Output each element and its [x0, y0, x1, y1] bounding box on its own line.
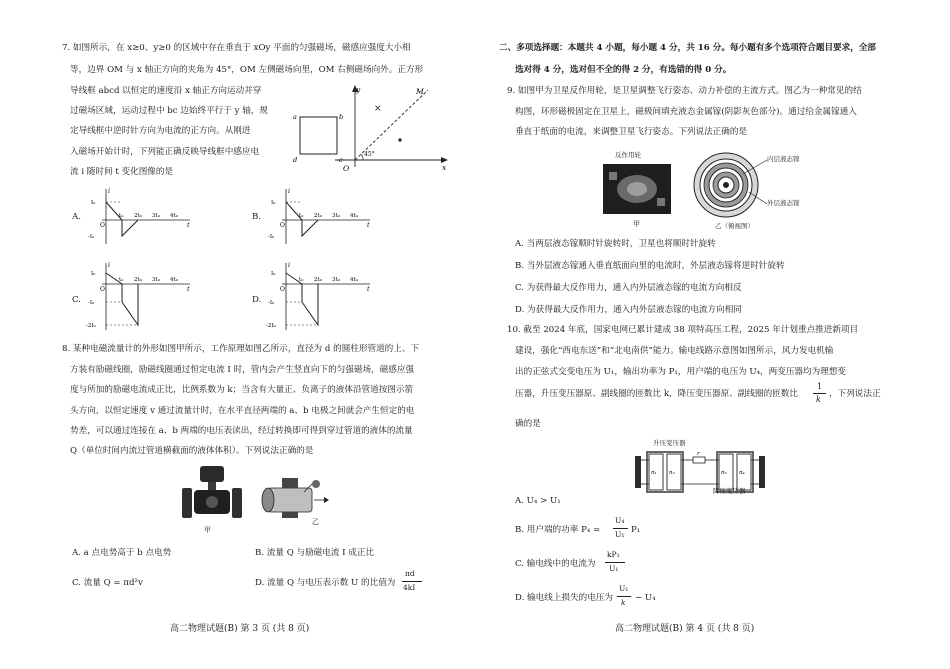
graph-B-O: O [280, 222, 285, 229]
graph-C-t4: 4t₀ [170, 277, 178, 283]
graph-C-I0: I₀ [91, 271, 96, 277]
q10-optD-tail: − U₄ [635, 593, 656, 603]
q10-option-D: D. 输电线上损失的电压为 [515, 593, 613, 603]
q8-line-1: 8. 某种电磁流量计的外形如图甲所示，工作原理如图乙所示，直径为 d 的圆柱形管道的上、下 [62, 344, 420, 354]
graph-C-t: t [187, 285, 190, 293]
q9-option-D: D. 为获得最大反作用力，通入内外层液态镓的电流方向相同 [515, 305, 742, 315]
graph-D-t4: 4t₀ [350, 277, 358, 283]
q9-outer-gallium-label: 外层液态镓 [767, 199, 800, 207]
q7-line-4: 过磁场区域，运动过程中 bc 边始终平行于 y 轴，规 [70, 106, 268, 116]
graph-D-t: t [367, 285, 370, 293]
q7-line-5: 定导线框中逆时针方向为电流的正方向。从刚进 [70, 126, 251, 136]
q8-line-3: 度与所加的励磁电流成正比，比例系数为 k；当含有大量正、负离子的液体沿管道按图示箭 [70, 385, 414, 395]
q8-optD-denominator: 4kI [403, 583, 416, 592]
q7-angle: 45° [364, 151, 375, 158]
graph-D-I0: I₀ [271, 271, 276, 277]
q10-frac-bar [813, 393, 826, 394]
q7-corner-a: a [293, 113, 297, 121]
q7-label-M: M [416, 87, 424, 96]
q10-frac-numerator: 1 [817, 382, 823, 391]
q9-reaction-wheel-label: 反作用轮 [615, 151, 641, 159]
q10-optD-denominator: k [621, 598, 626, 607]
q7-corner-b: b [339, 113, 344, 121]
q10-option-B: B. 用户端的功率 P₄ = [515, 525, 601, 535]
q10-line-4-tail: ，下列说法正 [829, 389, 881, 399]
graph-C-t2: 2t₀ [134, 277, 142, 283]
q10-optD-numerator: U₁ [619, 584, 629, 593]
q10-n4: n₄ [739, 470, 745, 476]
q10-optB-denominator: U₁ [615, 530, 625, 539]
q10-line-3: 出的正弦式交变电压为 U₁，输出功率为 P₁，用户端的电压为 U₄，两变压器均为理想变 [515, 367, 846, 377]
graph-B-t2: 2t₀ [314, 213, 322, 219]
q9-leader-lines [737, 158, 769, 208]
q10-transmission-diagram [631, 446, 771, 496]
graph-B-i: i [288, 187, 291, 195]
graph-A-i: i [108, 187, 111, 195]
q7-option-A-label: A. [72, 212, 81, 222]
q10-optB-tail: P₁ [631, 525, 641, 535]
graph-B-t3: 3t₀ [332, 213, 340, 219]
q8-optD-numerator: πd [405, 569, 415, 578]
q10-line-2: 建设，强化“西电东送”和“北电南供”能力。输电线路示意图如图所示，风力发电机输 [515, 346, 834, 356]
q7-option-D-label: D. [252, 295, 262, 305]
q9-line-3: 垂直于纸面的电流，来调整卫星飞行姿态。下列说法正确的是 [515, 127, 748, 137]
q9-fig-label-jia: 甲 [633, 220, 640, 228]
q10-r: r [697, 451, 700, 457]
q8-option-C: C. 流量 Q = πd²v [72, 578, 143, 588]
graph-A-negI0: -I₀ [88, 234, 95, 240]
q10-frac-denominator: k [816, 395, 821, 404]
graph-D-negI0: -I₀ [268, 300, 275, 306]
q8-fig-label-jia: 甲 [204, 526, 211, 534]
graph-A-O: O [100, 222, 105, 229]
q8-line-2: 方装有励磁线圈，励磁线圈通过恒定电流 I 时，管内会产生竖直向下的匀强磁场，磁感应强 [70, 365, 415, 375]
q7-corner-c: c [339, 156, 343, 164]
q8-line-4: 头方向，以恒定速度 v 通过流量计时，在水平直径两端的 a、b 电极之间就会产生恒定的电 [70, 406, 415, 416]
q9-inner-gallium-label: 内层液态镓 [767, 155, 800, 163]
section-heading-line-1: 二、多项选择题：本题共 4 小题，每小题 4 分，共 16 分。每小题有多个选项符合题目要求，全部 [499, 43, 877, 53]
q10-line-5: 确的是 [515, 419, 541, 429]
graph-C-t0: t₀ [119, 277, 124, 283]
q8-option-D: D. 流量 Q 与电压表示数 U 的比值为 [255, 578, 396, 588]
q7-graph-C [86, 260, 196, 332]
q7-graph-D [266, 260, 376, 332]
q10-n2: n₂ [669, 470, 675, 476]
right-page [475, 0, 950, 669]
q7-option-B-label: B. [252, 212, 262, 222]
graph-D-O: O [280, 286, 285, 293]
graph-D-t3: 3t₀ [332, 277, 340, 283]
q10-optC-bar [605, 562, 625, 563]
q7-option-C-label: C. [72, 295, 82, 305]
q7-corner-d: d [293, 156, 298, 164]
q10-option-A: A. U₄ > U₁ [515, 496, 561, 506]
graph-B-t4: 4t₀ [350, 213, 358, 219]
q10-option-C: C. 输电线中的电流为 [515, 559, 596, 569]
graph-D-i: i [288, 261, 291, 269]
q8-flowmeter-photo-jia [178, 462, 248, 524]
q8-optD-fraction-bar [402, 581, 422, 582]
section-heading-line-2: 选对得 4 分，选对但不全的得 2 分，有选错的得 0 分。 [515, 65, 732, 75]
graph-D-t2: 2t₀ [314, 277, 322, 283]
q8-fig-label-yi: 乙 [312, 518, 319, 526]
q9-fig-label-yi: 乙（俯视图） [715, 222, 754, 230]
q8-line-6: Q（单位时间内流过管道横截面的液体体积）。下列说法正确的是 [70, 446, 314, 456]
q9-reaction-wheel-photo [603, 158, 671, 214]
graph-C-t3: 3t₀ [152, 277, 160, 283]
q7-graph-A [86, 186, 196, 248]
graph-A-I0: I₀ [91, 200, 96, 206]
q9-option-C: C. 为获得最大反作用力，通入内外层液态镓的电流方向相反 [515, 283, 742, 293]
q8-option-A: A. a 点电势高于 b 点电势 [72, 548, 172, 558]
q7-line-6: 入磁场开始计时，下列能正确反映导线框中感应电 [70, 147, 260, 157]
q10-optC-numerator: kP₁ [607, 550, 620, 559]
q10-step-up-label: 升压变压器 [653, 439, 686, 447]
q10-step-down-label: 降压变压器 [713, 487, 746, 495]
left-page-footer: 高二物理试题(B) 第 3 页 (共 8 页) [170, 624, 310, 634]
right-page-footer: 高二物理试题(B) 第 4 页 (共 8 页) [615, 624, 755, 634]
graph-A-t: t [187, 221, 190, 229]
q10-line-4: 压器，升压变压器原、副线圈的匝数比 k，降压变压器原、副线圈的匝数比 [515, 389, 798, 399]
graph-C-negI0: -I₀ [88, 300, 95, 306]
graph-B-t: t [367, 221, 370, 229]
q9-line-1: 9. 如图甲为卫星反作用轮，是卫星调整飞行姿态、动力补偿的主流方式。图乙为一种常见的结 [507, 86, 862, 96]
graph-C-neg2I0: -2I₀ [86, 323, 96, 329]
q7-label-x: x [442, 163, 447, 172]
svg-text:×: × [374, 104, 382, 114]
q7-line-7: 流 i 随时间 t 变化图像的是 [70, 167, 174, 177]
graph-A-t4: 4t₀ [170, 213, 178, 219]
q10-optB-bar [613, 528, 628, 529]
q10-optB-numerator: U₄ [615, 516, 625, 525]
q10-optD-bar [617, 596, 631, 597]
graph-D-t0: t₀ [299, 277, 304, 283]
q9-option-A: A. 当两层液态镓顺时针旋转时，卫星也将顺时针旋转 [515, 239, 716, 249]
q10-optC-denominator: U₁ [609, 564, 619, 573]
q8-flowmeter-diagram-yi [258, 474, 330, 520]
q7-label-O: O [343, 164, 350, 172]
graph-C-i: i [108, 261, 111, 269]
graph-B-I0: I₀ [271, 200, 276, 206]
q8-option-B: B. 流量 Q 与励磁电流 I 成正比 [255, 548, 375, 558]
q7-field-diagram [290, 82, 455, 172]
q7-label-y: y [356, 85, 361, 94]
q7-line-3: 导线框 abcd 以恒定的速度沿 x 轴正方向运动并穿 [70, 86, 262, 96]
q7-graph-B [266, 186, 376, 248]
q10-line-1: 10. 截至 2024 年底，国家电网已累计建成 38 项特高压工程，2025 年计划重点推进新项目 [507, 325, 859, 335]
q10-n3: n₃ [721, 470, 727, 476]
graph-A-t3: 3t₀ [152, 213, 160, 219]
q9-option-B: B. 当外层液态镓通入垂直纸面向里的电流时，外层液态镓将逆时针旋转 [515, 261, 785, 271]
graph-B-t0: t₀ [299, 213, 304, 219]
q9-line-2: 构图，环形磁极固定在卫星上，磁极间填充液态金属镓(阴影灰色部分)。通过给金属镓通入 [515, 107, 857, 117]
q10-n1: n₁ [651, 470, 657, 476]
graph-B-negI0: -I₀ [268, 234, 275, 240]
graph-D-neg2I0: -2I₀ [266, 323, 276, 329]
q8-line-5: 势差，可以通过连接在 a、b 两端的电压表读出，经过转换即可得到穿过管道的液体的流量 [70, 426, 413, 436]
q7-line-1: 7. 如图所示，在 x≥0、y≥0 的区域中存在垂直于 xOy 平面的匀强磁场，磁感应强度大小相 [62, 43, 411, 53]
graph-A-t0: t₀ [119, 213, 124, 219]
graph-C-O: O [100, 286, 105, 293]
graph-A-t2: 2t₀ [134, 213, 142, 219]
q7-line-2: 等，边界 OM 与 x 轴正方向的夹角为 45°，OM 左侧磁场向里，OM 右侧磁场向外。正方形 [70, 65, 424, 75]
